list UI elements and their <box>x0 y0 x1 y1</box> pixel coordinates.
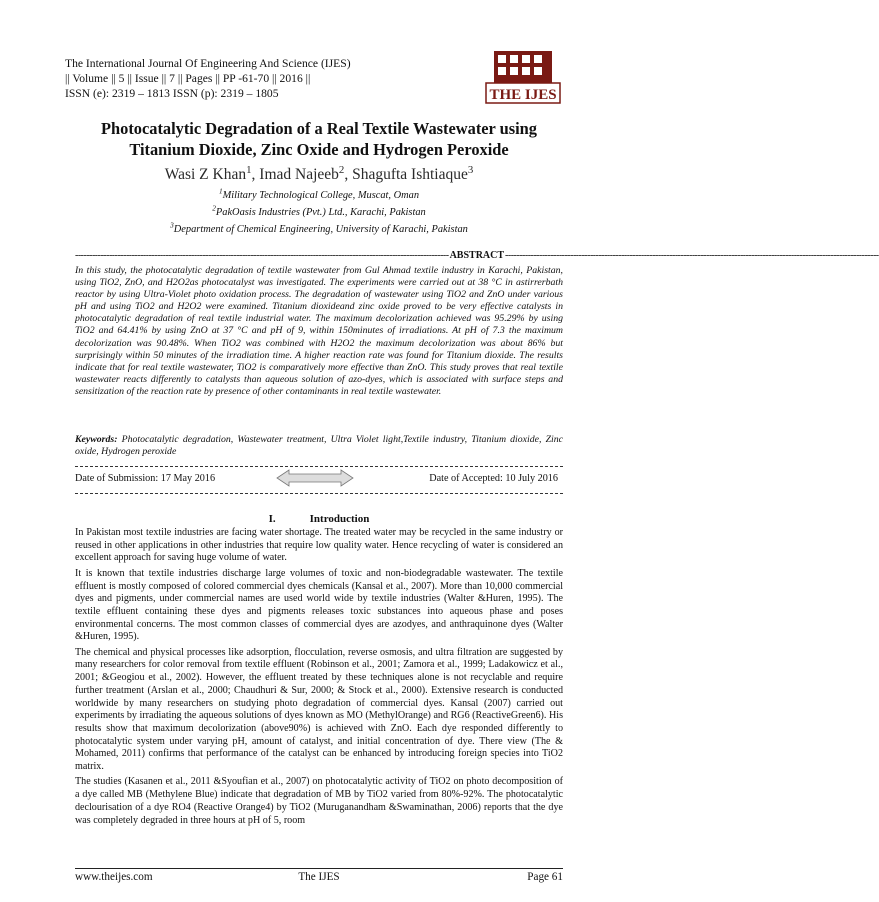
abstract-heading: ABSTRACT <box>449 250 505 261</box>
paragraph: In Pakistan most textile industries are facing water shortage. The treated water may be recycled in the same industry or reused in other applications in other industries that require low quality water. Hence recycling of water is considered an excellent approach for saving huge volume of water. <box>75 527 563 564</box>
footer <box>75 871 563 886</box>
paper-title: Photocatalytic Degradation of a Real Textile Wastewater using Titanium Dioxide, Zinc Oxide and Hydrogen Peroxide <box>101 119 537 159</box>
divider-dashed-bottom <box>75 493 563 496</box>
journal-name: The International Journal Of Engineering And Science (IJES) <box>65 57 351 70</box>
submission-date: Date of Submission: 17 May 2016 <box>75 473 216 484</box>
accepted-date: Date of Accepted: 10 July 2016 <box>429 473 558 484</box>
double-arrow-icon <box>275 468 355 488</box>
body-text <box>75 527 563 830</box>
affiliation-3: $^3$Department of Chemical Engineering, University of Karachi, Pakistan <box>170 221 468 235</box>
paragraph: The chemical and physical processes like adsorption, flocculation, reverse osmosis, and ultra filtration are suggested by many researchers for color removal from textile effluent (Robinson et al., 2001; Zamora et al., 1999; Ladakowicz et al., 2001; &Geogiou et al., 2002). However, the effluent treated by these techniques alone is not recyclable and require further treatment (Arslan et al., 2000; Chaudhuri & Sur, 2000; & Stock et al., 2000). Extensive research is conducted worldwide by many researchers on studying photo degradation of commercial dyes. Kansal (2007) carried out experiments by irradiating the aqueous solutions of dyes known as MO (MethylOrange) and RG6 (ReactiveGreen6). His results show that maximum decolorization (above90%) is achieved with ZnO. Each dye responded differently to photocatalytic system under varying pH, amount of catalyst, and initial concentration of dye. There view (The & Mohamed, 2011) confirms that performance of the catalyst can be enhanced by introducing foreign species into TiO2 matrix. <box>75 646 563 773</box>
footer-page: Page 61 <box>527 871 563 883</box>
paragraph: It is known that textile industries discharge large volumes of toxic and non-biodegradable wastewater. The textile effluent is mostly composed of colored commercial dyes chemicals (Kansal et al., 2007). More than 10,000 commercial dyes and pigments, under commercial names are used world wide by textile industries (Walter &Huren, 1995). The textile effluent containing these dyes and pigments releases toxic substances into aqueous phase and poses environmental concerns. The most common classes of commercial dyes are azodyes, and anthraquinone dyes (Walter &Huren, 1995). <box>75 567 563 643</box>
keywords: Keywords: Photocatalytic degradation, Wastewater treatment, Ultra Violet light,Textile industry, Titanium dioxide, Zinc oxide, Hydrogen peroxide <box>75 434 563 458</box>
issn-info: ISSN (e): 2319 – 1813 ISSN (p): 2319 – 1805 <box>65 87 279 100</box>
footer-journal: The IJES <box>298 871 340 883</box>
affiliation-1: $^1$Military Technological College, Muscat, Oman <box>218 187 420 201</box>
footer-rule <box>75 868 563 869</box>
paragraph: The studies (Kasanen et al., 2011 &Syoufian et al., 2007) on photocatalytic activity of TiO2 on photo decomposition of a dye called MB (Methylene Blue) indicate that degradation of MB by TiO2 varied from 80%-92%. The photocatalytic declourisation of a dye RO4 (Reactive Orange4) by TiO2 (Muruganandham &Swaminathan, 2006) reports that the dye was completely degraded in three hours at pH of 5, room <box>75 776 563 826</box>
section-heading: I. Introduction <box>268 513 370 525</box>
abstract-heading-row: ------------------------------------------------------------------------------------------------------------------------------------ ABSTRACT ------------------------------------------------------------------------------------------------------------------------------------ <box>75 250 879 261</box>
ijes-logo <box>480 47 566 105</box>
author-list: Wasi Z Khan$^1$, Imad Najeeb$^2$, Shagufta Ishtiaque$^3$ <box>164 163 474 183</box>
affiliation-2: $^2$PakOasis Industries (Pvt.) Ltd., Karachi, Pakistan <box>212 204 426 218</box>
logo-text: THE IJES <box>489 87 557 103</box>
volume-info: || Volume || 5 || Issue || 7 || Pages || PP -61-70 || 2016 || <box>65 72 311 85</box>
footer-website: www.theijes.com <box>75 871 153 883</box>
keywords-label: Keywords: <box>75 434 118 445</box>
abstract-text: In this study, the photocatalytic degradation of textile wastewater from Gul Ahmad textile industry in Karachi, Pakistan, using TiO2, ZnO, and H2O2as photocatalyst was investigated. The experiments were carried out at 38 °C in astirrerbath reactor by using Ultra-Violet photo oxidation process. The degradation of wastewater using TiO2 and ZnO under various pH and using TiO2 and H2O2 were examined. Titanium dioxideand zinc oxide proved to be very effective catalysts in photocatalytic degradation of real textile industrial water. The maximum decolorization achieved was 95.29% by using TiO2 and 64.41% by using ZnO at 37 °C and pH of 9, within 150minutes of irradiations. At pH of 7.3 the maximum decolorization was 90.48%. When TiO2 was combined with H2O2 the maximum decolorization was about 86% but surprisingly within 50 minutes of the irradiation time. A higher reaction rate was found for Titanium dioxide. The results indicate that for real textile wastewater, TiO2 is comparatively more effective than ZnO. This study proves that real textile wastewater reacts differently to catalysts than aqueous solution of azo-dyes, which is associated with surface steps and sensitization of the reaction rate by presence of other contaminants in real textile wastewater. <box>75 265 563 397</box>
